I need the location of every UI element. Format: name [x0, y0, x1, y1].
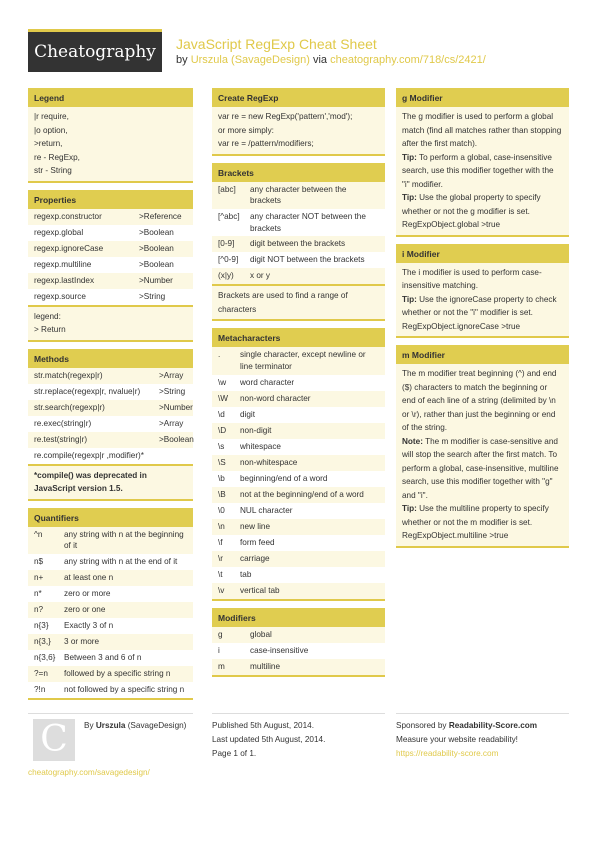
table-row — [212, 252, 385, 268]
table-row — [28, 400, 193, 416]
row-key: n+ — [34, 573, 44, 583]
row-key: [abc] — [218, 184, 236, 194]
row-key: str.match(regexp|r) — [34, 370, 103, 380]
text-body: var re = new RegExp('pattern','mod'); — [218, 112, 353, 121]
section-text — [396, 364, 569, 546]
row-key: \t — [218, 569, 223, 579]
row-value: NUL character — [240, 505, 293, 515]
row-key: [^0-9] — [218, 255, 239, 265]
text-body: The m modifier treat beginning (^) and end ($) characters to match the beginning or end of each line of a string (delimited by \n or \r), rather than just the beginning or end of the string. — [402, 369, 557, 432]
row-key: \D — [218, 425, 227, 435]
table-row — [28, 416, 193, 432]
row-value: vertical tab — [240, 585, 280, 595]
row-key: ^n — [34, 529, 43, 539]
table-row — [28, 650, 193, 666]
row-value: non-word character — [240, 393, 311, 403]
section-brackets — [212, 163, 385, 322]
table-row — [212, 487, 385, 503]
section-table — [212, 347, 385, 598]
text-line — [402, 191, 563, 218]
row-value: >Array — [159, 418, 184, 428]
sponsor-name: Readability-Score.com — [448, 721, 538, 730]
row-key: \n — [218, 521, 225, 531]
table-row — [28, 634, 193, 650]
row-value: beginning/end of a word — [240, 473, 328, 483]
row-key: ?=n — [34, 669, 48, 679]
row-value: any string with n at the beginning of it — [64, 529, 184, 551]
row-key: \S — [218, 457, 226, 467]
table-row — [212, 407, 385, 423]
table-row — [212, 236, 385, 252]
cheatography-logo[interactable]: Cheatography — [28, 29, 162, 72]
text-line — [402, 151, 563, 192]
row-key: \0 — [218, 505, 225, 515]
text-line — [34, 110, 187, 124]
section-text — [28, 107, 193, 181]
row-key: n? — [34, 605, 44, 615]
row-key: n{3} — [34, 621, 49, 631]
text-body: Use the global property to specify whether or not the g modifier is set. — [402, 193, 541, 216]
sponsor-link[interactable]: https://readability-score.com — [396, 749, 499, 758]
text-line — [402, 266, 563, 293]
section-text — [396, 263, 569, 337]
row-key: m — [218, 661, 225, 671]
row-value: tab — [240, 569, 252, 579]
text-body: The m modifier is case-sensitive and will stop the search after the first match. To perform a global, case-insensitive, multiline search, use this modifier together with "g" and "i". — [402, 436, 559, 500]
row-value: >Number — [139, 275, 173, 285]
table-row — [28, 448, 193, 464]
text-label: Tip: — [402, 193, 417, 202]
row-key: n$ — [34, 557, 44, 567]
section-title: Quantifiers — [28, 508, 193, 527]
text-line — [218, 137, 379, 151]
row-value: >String — [139, 291, 166, 301]
row-value: any character NOT between the brackets — [250, 212, 366, 233]
text-body: |r require, — [34, 112, 69, 121]
text-label: Tip: — [402, 152, 417, 162]
text-body: |o option, — [34, 125, 68, 135]
author-footer — [28, 713, 193, 779]
row-key: regexp.source — [34, 291, 86, 301]
row-value: word character — [240, 377, 295, 387]
row-key: . — [218, 350, 221, 360]
row-key: \B — [218, 489, 226, 499]
by-label: by — [176, 54, 188, 66]
row-key: \b — [218, 473, 225, 483]
updated-date: Last updated 5th August, 2014. — [212, 735, 326, 744]
text-line — [218, 124, 379, 138]
row-key: \s — [218, 441, 225, 451]
text-line — [402, 435, 563, 503]
section-legend — [28, 88, 193, 183]
sponsor-info — [396, 713, 569, 761]
row-key: n* — [34, 589, 42, 599]
section-text — [396, 107, 569, 235]
row-value: form feed — [240, 537, 275, 547]
row-value: non-digit — [240, 425, 272, 435]
via-label: via — [312, 54, 328, 66]
section-note: Brackets are used to find a range of characters — [212, 284, 385, 319]
table-row — [212, 347, 385, 374]
table-row — [28, 570, 193, 586]
row-value — [159, 450, 187, 462]
author-name[interactable]: Urszula — [95, 721, 126, 730]
table-row — [212, 423, 385, 439]
row-value: non-whitespace — [240, 457, 298, 467]
profile-link[interactable]: cheatography.com/savagedesign/ — [28, 768, 150, 777]
section-g-modifier — [396, 88, 569, 237]
section-table — [212, 182, 385, 285]
table-row — [28, 273, 193, 289]
table-row — [28, 618, 193, 634]
section-metacharacters — [212, 328, 385, 600]
table-row — [212, 268, 385, 284]
text-line — [402, 218, 563, 232]
text-body: >return, — [34, 139, 63, 148]
row-value: >Boolean — [139, 227, 174, 237]
section-i-modifier — [396, 244, 569, 339]
row-value: case-insensitive — [250, 645, 309, 655]
table-row — [28, 368, 193, 384]
table-row — [28, 384, 193, 400]
row-value: at least one n — [64, 573, 114, 583]
section-table — [28, 209, 193, 305]
table-row — [212, 471, 385, 487]
text-body: str - String — [34, 166, 72, 175]
row-key: re.compile(regexp|r ,modifier)* — [34, 450, 144, 460]
text-line — [402, 502, 563, 529]
row-key: \W — [218, 393, 229, 403]
sponsored-label: Sponsored by — [396, 721, 447, 730]
page-number: Page 1 of 1. — [212, 749, 257, 758]
author-avatar: C — [33, 719, 75, 761]
page-title: JavaScript RegExp Cheat Sheet — [176, 36, 377, 52]
row-key: \r — [218, 553, 224, 563]
section-title: Metacharacters — [212, 328, 385, 347]
row-value: not at the beginning/end of a word — [240, 489, 364, 499]
section-note: legend: > Return — [28, 305, 193, 340]
row-value: x or y — [250, 271, 271, 281]
table-row — [28, 289, 193, 305]
table-row — [28, 225, 193, 241]
table-row — [28, 682, 193, 698]
table-row — [212, 535, 385, 551]
row-value: >Array — [159, 370, 184, 380]
table-row — [212, 439, 385, 455]
text-line — [34, 124, 187, 138]
table-row — [212, 391, 385, 407]
text-label: Tip: — [402, 294, 417, 304]
section-methods — [28, 349, 193, 501]
row-value: 3 or more — [64, 637, 100, 647]
byline — [176, 54, 486, 66]
text-line — [34, 151, 187, 165]
row-value: digit — [240, 409, 256, 419]
row-value: new line — [240, 521, 271, 531]
published-date: Published 5th August, 2014. — [212, 721, 314, 730]
section-quantifiers — [28, 508, 193, 700]
section-create-regexp — [212, 88, 385, 156]
table-row — [28, 432, 193, 448]
section-title: Brackets — [212, 163, 385, 182]
row-key: [^abc] — [218, 212, 240, 222]
row-value: carriage — [240, 553, 270, 563]
row-value: single character, except newline or line terminator — [240, 350, 366, 371]
row-value: >Boolean — [139, 259, 174, 269]
row-value: whitespace — [240, 441, 281, 451]
row-key: \d — [218, 409, 225, 419]
row-value: >Reference — [139, 211, 182, 221]
table-row — [212, 375, 385, 391]
row-key: regexp.global — [34, 227, 84, 237]
section-title: g Modifier — [396, 88, 569, 107]
author-link[interactable]: Urszula (SavageDesign) — [190, 54, 310, 66]
sponsor-tagline: Measure your website readability! — [396, 735, 518, 744]
section-note: *compile() was deprecated in JavaScript version 1.5. — [28, 464, 193, 499]
table-row — [212, 627, 385, 643]
text-body: or more simply: — [218, 125, 274, 135]
row-value: >String — [159, 386, 186, 396]
row-key: n{3,6} — [34, 653, 56, 663]
row-value: followed by a specific string n — [64, 669, 171, 679]
table-row — [212, 182, 385, 209]
column-2 — [212, 88, 385, 684]
text-line — [402, 529, 563, 543]
column-3 — [396, 88, 569, 555]
table-row — [28, 666, 193, 682]
table-row — [212, 567, 385, 583]
row-value: >Boolean — [139, 243, 174, 253]
row-key: regexp.ignoreCase — [34, 243, 104, 253]
row-key: [0-9] — [218, 239, 235, 249]
column-1 — [28, 88, 193, 707]
row-value: not followed by a specific string n — [64, 685, 185, 695]
row-key: str.replace(regexp|r, nvalue|r) — [34, 386, 141, 396]
row-key: regexp.constructor — [34, 211, 102, 221]
table-row — [212, 583, 385, 599]
section-table — [212, 627, 385, 675]
text-label: Note: — [402, 436, 423, 446]
row-value: >Boolean — [159, 434, 194, 444]
text-body: To perform a global, case-insensitive search, use this modifier together with the "i" modifier. — [402, 152, 554, 189]
section-title: m Modifier — [396, 345, 569, 364]
row-value: digit between the brackets — [250, 239, 346, 249]
row-value: Between 3 and 6 of n — [64, 653, 142, 663]
section-modifiers — [212, 608, 385, 677]
section-title: Legend — [28, 88, 193, 107]
text-line — [34, 137, 187, 151]
row-key: ?!n — [34, 685, 46, 695]
table-row — [28, 241, 193, 257]
row-value: global — [250, 629, 272, 639]
author-handle: (SavageDesign) — [127, 721, 187, 730]
section-table — [28, 527, 193, 698]
row-value: >Number — [159, 402, 193, 412]
text-line — [402, 367, 563, 435]
table-row — [212, 209, 385, 236]
table-row — [28, 527, 193, 554]
table-row — [212, 643, 385, 659]
text-line — [218, 110, 379, 124]
table-row — [212, 455, 385, 471]
row-key: g — [218, 629, 223, 639]
table-row — [212, 551, 385, 567]
row-key: re.test(string|r) — [34, 434, 88, 444]
publish-info — [212, 713, 385, 761]
table-row — [28, 209, 193, 225]
text-body: Use the multiline property to specify whether or not the m modifier is set. — [402, 504, 549, 527]
table-row — [28, 554, 193, 570]
text-body: var re = /pattern/modifiers; — [218, 139, 314, 148]
text-body: RegExpObject.global >true — [402, 220, 501, 229]
section-title: Methods — [28, 349, 193, 368]
text-body: re - RegExp, — [34, 152, 80, 162]
text-label: Tip: — [402, 504, 417, 513]
row-key: i — [218, 645, 220, 655]
section-text — [212, 107, 385, 154]
row-key: (x|y) — [218, 271, 234, 281]
text-line — [402, 293, 563, 320]
section-m-modifier — [396, 345, 569, 548]
text-body: RegExpObject.ignoreCase >true — [402, 321, 521, 331]
section-title: Create RegExp — [212, 88, 385, 107]
row-value: digit NOT between the brackets — [250, 255, 365, 265]
row-key: n{3,} — [34, 637, 51, 647]
text-line — [34, 164, 187, 178]
row-key: \f — [218, 537, 223, 547]
section-properties — [28, 190, 193, 342]
text-body: The i modifier is used to perform case-insensitive matching. — [402, 267, 542, 290]
section-title: i Modifier — [396, 244, 569, 263]
table-row — [212, 503, 385, 519]
row-value: any character between the brackets — [250, 184, 347, 206]
text-line — [402, 320, 563, 334]
text-body: The g modifier is used to perform a global match (find all matches rather than stopping after the first match). — [402, 112, 562, 148]
row-key: regexp.lastIndex — [34, 275, 95, 285]
table-row — [28, 257, 193, 273]
row-value: zero or one — [64, 605, 106, 615]
table-row — [28, 602, 193, 618]
section-title: Modifiers — [212, 608, 385, 627]
row-value: Exactly 3 of n — [64, 621, 114, 631]
row-value: multiline — [250, 661, 281, 671]
row-key: regexp.multiline — [34, 259, 92, 269]
sheet-url-link[interactable]: cheatography.com/718/cs/2421/ — [330, 54, 486, 66]
table-row — [28, 586, 193, 602]
row-value: zero or more — [64, 589, 111, 599]
text-line — [402, 110, 563, 151]
section-table — [28, 368, 193, 464]
section-title: Properties — [28, 190, 193, 209]
row-key: \v — [218, 585, 225, 595]
row-value: any string with n at the end of it — [64, 557, 178, 567]
row-key: re.exec(string|r) — [34, 418, 92, 428]
row-key: str.search(regexp|r) — [34, 402, 105, 412]
row-key: \w — [218, 377, 227, 387]
table-row — [212, 659, 385, 675]
by-label: By — [84, 721, 94, 730]
text-body: RegExpObject.multiline >true — [402, 531, 509, 540]
table-row — [212, 519, 385, 535]
text-body: Use the ignoreCase property to check whether or not the "i" modifier is set. — [402, 294, 557, 317]
